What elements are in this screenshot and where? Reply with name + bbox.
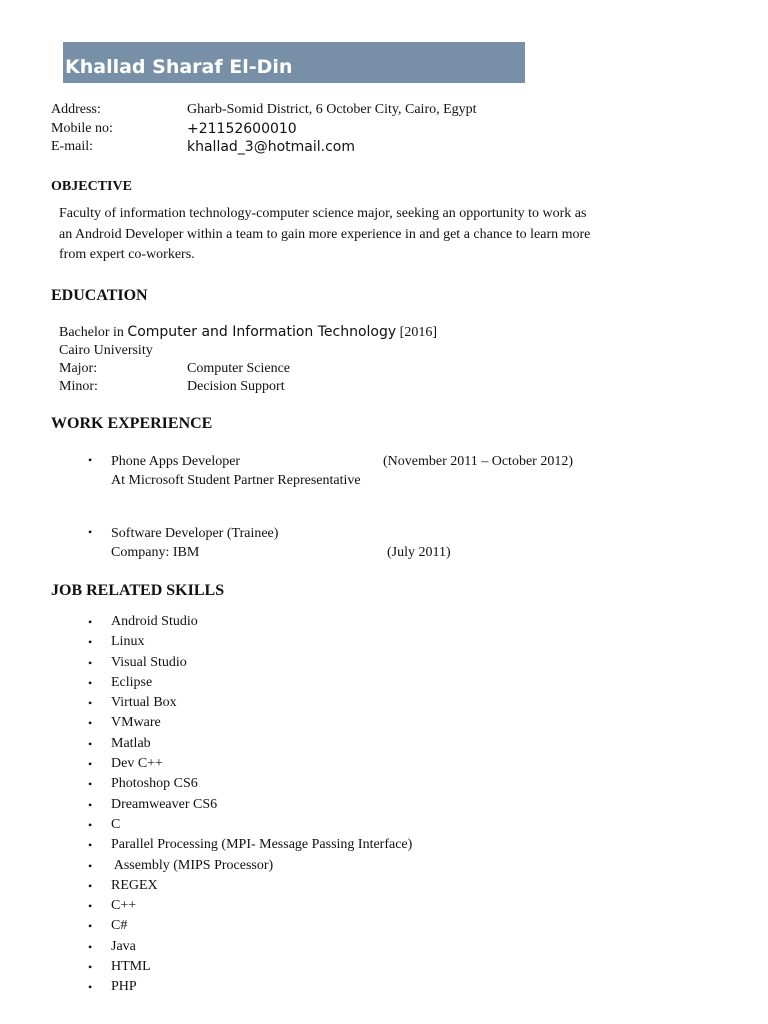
job-title: Software Developer (Trainee) (111, 526, 279, 541)
experience-heading: WORK EXPERIENCE (51, 415, 213, 432)
mobile-label: Mobile no: (51, 121, 113, 136)
education-heading: EDUCATION (51, 287, 148, 304)
skill-item: • Eclipse (88, 673, 412, 693)
candidate-name: Khallad Sharaf El-Din (65, 56, 293, 78)
bullet-icon: • (88, 615, 93, 629)
bullet-icon: • (88, 817, 93, 832)
degree-field: Computer and Information Technology (127, 324, 397, 340)
skill-item: • C (88, 815, 412, 835)
bullet-icon: • (88, 899, 93, 914)
skill-item: • Parallel Processing (MPI- Message Passing Interface) (88, 835, 412, 855)
minor-value: Decision Support (187, 379, 285, 394)
minor-label: Minor: (59, 379, 98, 394)
skill-item: • C# (88, 916, 412, 936)
objective-text: Faculty of information technology-computer science major, seeking an opportunity to work as an Android Developer within a team to gain more experience in and get a chance to learn more from expert co-workers. (59, 206, 591, 262)
job-title: Phone Apps Developer (111, 454, 241, 469)
skill-item: • VMware (88, 713, 412, 733)
bullet-icon: • (88, 777, 93, 792)
bullet-icon: • (88, 696, 93, 711)
skill-item: • Android Studio (88, 612, 412, 632)
bullet-icon: • (88, 635, 93, 650)
bullet-icon: • (88, 960, 93, 975)
job-period: (November 2011 – October 2012) (383, 454, 573, 469)
bullet-icon: • (88, 757, 93, 772)
bullet-icon: • (88, 838, 93, 853)
degree-prefix: Bachelor in (59, 325, 124, 340)
bullet-icon: • (88, 939, 93, 954)
skills-list (88, 612, 412, 998)
major-label: Major: (59, 361, 98, 376)
job-detail: At Microsoft Student Partner Representative (111, 473, 361, 488)
degree-year: [2016] (399, 325, 437, 340)
skill-item: • REGEX (88, 876, 412, 896)
bullet-icon: • (88, 878, 93, 893)
bullet-icon: • (88, 675, 93, 690)
skill-item: • Java (88, 937, 412, 957)
bullet-icon: • (88, 980, 93, 995)
email-label: E-mail: (51, 139, 93, 154)
address-label: Address: (51, 102, 101, 117)
skills-heading: JOB RELATED SKILLS (51, 582, 225, 599)
bullet-icon: • (88, 453, 93, 467)
email-value[interactable]: khallad_3@hotmail.com (187, 139, 355, 155)
skill-item: • HTML (88, 957, 412, 977)
major-value: Computer Science (187, 361, 291, 376)
skill-item: • Linux (88, 632, 412, 652)
degree-line (59, 323, 437, 342)
bullet-icon: • (88, 525, 93, 539)
skill-item: • Dev C++ (88, 754, 412, 774)
skill-item: • C++ (88, 896, 412, 916)
skill-item: • Visual Studio (88, 653, 412, 673)
job-period: (July 2011) (387, 545, 451, 560)
skill-item: • PHP (88, 977, 412, 997)
bullet-icon: • (88, 655, 93, 670)
bullet-icon: • (88, 919, 93, 934)
job-detail: Company: IBM (111, 545, 200, 560)
bullet-icon: • (88, 736, 93, 751)
university: Cairo University (59, 343, 153, 358)
bullet-icon: • (88, 716, 93, 731)
skill-item: • Matlab (88, 734, 412, 754)
objective-heading: OBJECTIVE (51, 179, 132, 194)
skill-item: • Assembly (MIPS Processor) (88, 856, 412, 876)
skill-item: • Virtual Box (88, 693, 412, 713)
skill-item: • Photoshop CS6 (88, 774, 412, 794)
bullet-icon: • (88, 797, 93, 812)
bullet-icon: • (88, 858, 93, 873)
skill-item: • Dreamweaver CS6 (88, 795, 412, 815)
address-value: Gharb-Somid District, 6 October City, Cairo, Egypt (187, 102, 477, 117)
mobile-value: +21152600010 (187, 121, 297, 137)
